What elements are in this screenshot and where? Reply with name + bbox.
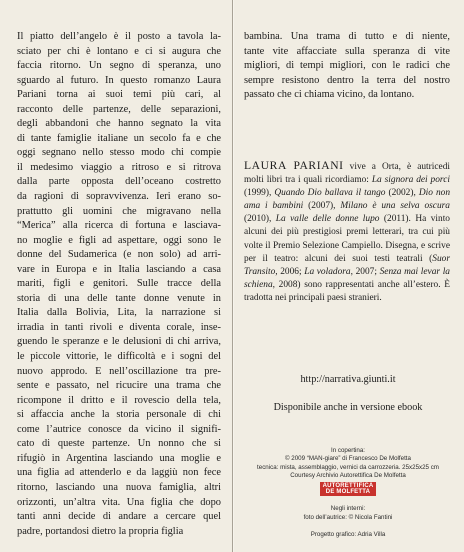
text-line: prattutto gli uomini che migravano nella bbox=[17, 205, 221, 217]
text-line: sente e passato, nel ricucire una trama che bbox=[17, 380, 221, 392]
synopsis-column bbox=[17, 30, 221, 539]
text-line: una figlia ad attenderlo e da laggiù non fece bbox=[17, 467, 221, 479]
interior-credit: foto dell’autrice: © Nicola Fantini bbox=[303, 513, 393, 521]
text-line: il medesimo viaggio a ritroso e si ritrova bbox=[17, 161, 221, 173]
text-line: da ragioni di sopravvivenza. Ieri erano so- bbox=[17, 191, 221, 203]
text-line: nuovo approdo. E nell’oscillazione tra pre- bbox=[17, 365, 221, 377]
text-line: ritorno, lasciando una nuova famiglia, altri bbox=[17, 481, 221, 493]
synopsis-continuation bbox=[244, 30, 450, 103]
text-line: come l’autrice conosce da vicino il signifi- bbox=[17, 423, 221, 435]
bio-text: , 2007; bbox=[350, 266, 380, 277]
design-credit: Progetto grafico: Adria Villa bbox=[310, 531, 386, 539]
bio-text: (2011). Ha vinto alcuni dei più prestigiosi premi letterari, tra cui più volte il Premio Selezione Campiello. Disegna, e scrive per il teatro: alcuni dei suoi testi teatrali ( bbox=[244, 214, 450, 264]
cover-courtesy: Courtesy Archivio Autorettifica De Molfetta bbox=[290, 472, 406, 480]
play-title: Senza mai levar la schiena bbox=[244, 266, 450, 290]
text-line: si affaccia anche la storia personale di chi bbox=[17, 409, 221, 421]
cover-credit: © 2009 “MAN-giare” di Francesco De Molfetta bbox=[285, 455, 411, 463]
cover-technique: tecnica: mista, assemblaggio, vernici da carrozzeria. 25x25x25 cm bbox=[257, 463, 439, 471]
bio-text: di molti libri tra i quali ricordiamo: bbox=[244, 162, 450, 186]
text-line: le piccole vittorie, le difficoltà e i sogni del bbox=[17, 351, 221, 363]
cover-label: In copertina: bbox=[330, 447, 366, 454]
text-line: irradia in tanti rivoli e diventa corale, inse- bbox=[17, 321, 221, 333]
text-line: di tante famiglie italiane un secolo fa e che bbox=[17, 132, 221, 144]
autorettifica-logo bbox=[320, 482, 377, 497]
text-line: storia di una delle tante donne venute in bbox=[17, 292, 221, 304]
text-line: sciato per chi è lontano e ci si augura che bbox=[17, 45, 221, 57]
text-line: sguardo al futuro. In questo romanzo Laura bbox=[17, 74, 221, 86]
book-title: Milano è una selva oscura bbox=[340, 201, 450, 212]
author-name: LAURA PARIANI bbox=[244, 159, 344, 172]
bio-text: (2002), bbox=[385, 188, 419, 199]
logo-text: AUTORETTIFICA bbox=[322, 482, 374, 489]
website-link[interactable]: http://narrativa.giunti.it bbox=[300, 374, 396, 385]
bio-text: vive a Orta, è autrice bbox=[343, 162, 443, 172]
book-title: Dio non ama i bambini bbox=[244, 188, 451, 212]
text-line: sempre resistono dentro la terra del nostro bbox=[244, 74, 450, 86]
text-line: bambina. Una trama di tutto e di niente, bbox=[244, 31, 450, 42]
text-line: faccia ritorno. Un segno di speranza, uno bbox=[17, 60, 221, 72]
author-bio bbox=[244, 159, 450, 305]
credits-block bbox=[232, 447, 464, 540]
text-line: donne del Sudamerica (e non solo) ad arri- bbox=[17, 249, 221, 261]
text-line: passato che ci chiama vicino, da lontano. bbox=[244, 89, 415, 101]
bio-text: , 2006; bbox=[275, 266, 305, 277]
text-line: oggi segnano nello stesso modo chi compie bbox=[17, 147, 221, 159]
text-line: tante vite affacciate sulla speranza di vite bbox=[244, 45, 450, 57]
text-line: Italia dalla Bolivia, Lita, la narrazione si bbox=[17, 307, 221, 319]
text-line: no moglie e figli ad aspettare, oggi sono le bbox=[17, 234, 221, 246]
play-title: Suor Transito bbox=[244, 253, 450, 277]
text-line: orizzonti, un’altra vita. Una figlia che dopo bbox=[17, 496, 221, 508]
bio-text: , 2008) sono rappresentati anche all’estero. È tradotta nei principali paesi stranieri. bbox=[244, 279, 450, 303]
text-line: Il piatto dell’angelo è il posto a tavola la- bbox=[17, 31, 221, 42]
book-title: Quando Dio ballava il tango bbox=[274, 188, 386, 199]
bio-text: (1999), bbox=[244, 188, 275, 199]
interior-label: Negli interni: bbox=[330, 505, 366, 513]
text-line: degli abbandoni che hanno segnato la vita bbox=[17, 118, 221, 130]
text-line: Pariani torna ai suoi temi più cari, al bbox=[17, 89, 221, 101]
text-line: vare in Europa e in Italia lasciando a casa bbox=[17, 263, 221, 275]
text-line: tanti anni decide di andare a cercare quel bbox=[17, 511, 221, 523]
text-line: ricompone il dritto e il rovescio della tela, bbox=[17, 394, 221, 406]
ebook-notice: Disponibile anche in versione ebook bbox=[273, 402, 423, 413]
book-title: La valle delle donne lupo bbox=[275, 214, 380, 225]
bio-text: (2010), bbox=[244, 214, 276, 225]
bio-text: (2007), bbox=[303, 201, 341, 212]
text-line: mariti, figli e genitori. Sulle tracce della bbox=[17, 278, 221, 290]
text-line: cato di queste partenze. Un nonno che si bbox=[17, 438, 221, 450]
text-line: “Merica” alla ricerca di fortuna e lasciava- bbox=[17, 220, 221, 232]
text-line: migliori, di tempi migliori, con le radici che bbox=[244, 60, 450, 72]
text-line: dalla parte opposta dell’oceano costretto bbox=[17, 176, 221, 188]
text-line: racconto delle partenze, delle separazioni, bbox=[17, 103, 221, 115]
book-title: dei porci bbox=[416, 175, 451, 186]
text-line: guendo le speranze e le delusioni di chi arriva, bbox=[17, 336, 221, 348]
play-title: La voladora bbox=[304, 266, 351, 277]
book-title: La signora bbox=[371, 175, 414, 186]
logo-text: DE MOLFETTA bbox=[325, 489, 371, 496]
text-line: rifugiò in Argentina lasciando una moglie e bbox=[17, 452, 221, 464]
text-line: padre, portandosi dietro la propria figlia bbox=[17, 525, 184, 537]
